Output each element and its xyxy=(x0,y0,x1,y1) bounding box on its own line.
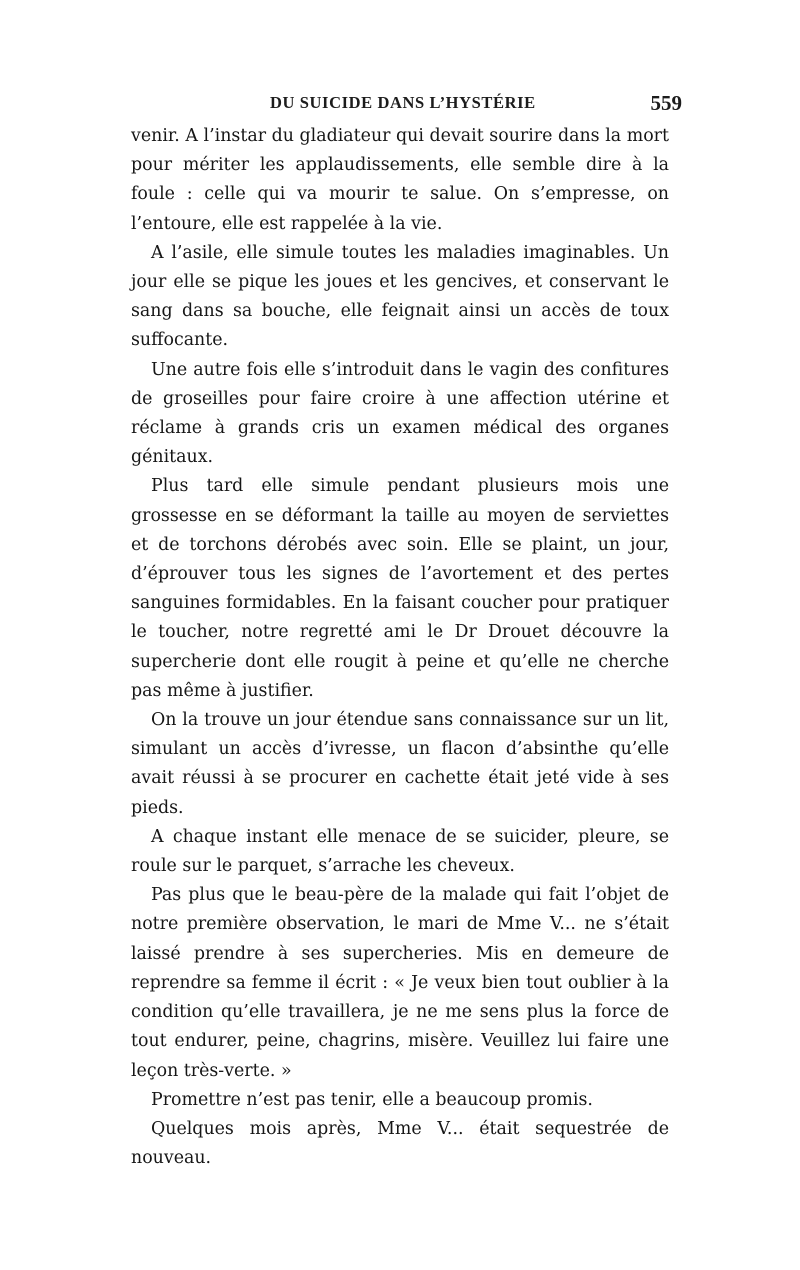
paragraph-6: A chaque instant elle menace de se suicider, pleure, se roule sur le parquet, s’arrache les cheveux. xyxy=(131,826,669,877)
paragraph-4: Plus tard elle simule pendant plusieurs mois une grossesse en se déformant la taille au moyen de serviettes et de torchons dérobés avec soin. Elle se plaint, un jour, d’éprouver tous les signes de l’avortement et des pertes sanguines formidables. En la faisant coucher pour pratiquer le toucher, notre regretté ami le Dr Drouet découvre la supercherie dont elle rougit à peine et qu’elle ne cherche pas même à justifier. xyxy=(131,476,669,701)
running-title: DU SUICIDE DANS L’HYSTÉRIE xyxy=(270,93,536,112)
running-head xyxy=(128,93,682,119)
paragraph-5: On la trouve un jour étendue sans connaissance sur un lit, simulant un accès d’ivresse, un flacon d’absinthe qu’elle avait réussi à se procurer en cachette était jeté vide à ses pieds. xyxy=(131,710,669,818)
paragraph-3: Une autre fois elle s’introduit dans le vagin des confitures de groseilles pour faire croire à une affection utérine et réclame à grands cris un examen médical des organes génitaux. xyxy=(131,359,669,468)
page-number: 559 xyxy=(650,91,682,115)
body-text xyxy=(131,122,669,1173)
paragraph-1: venir. A l’instar du gladiateur qui devait sourire dans la mort pour mériter les applaudissements, elle semble dire à la foule : celle qui va mourir te salue. On s’empresse, on l’entoure, elle est rappelée à la vie. xyxy=(131,126,669,234)
paragraph-2: A l’asile, elle simule toutes les maladies imaginables. Un jour elle se pique les joues et les gencives, et conservant le sang dans sa bouche, elle feignait ainsi un accès de toux suffocante. xyxy=(131,242,669,351)
paragraph-8: Promettre n’est pas tenir, elle a beaucoup promis. xyxy=(151,1089,593,1110)
paragraph-9: Quelques mois après, Mme V... était sequestrée de nouveau. xyxy=(131,1118,669,1169)
paragraph-7: Pas plus que le beau-père de la malade qui fait l’objet de notre première observation, le mari de Mme V... ne s’était laissé prendre à ses supercheries. Mis en demeure de reprendre sa femme il écrit : « Je veux bien tout oublier à la condition qu’elle travaillera, je ne me sens plus la force de tout endurer, peine, chagrins, misère. Veuillez lui faire une leçon très-verte. » xyxy=(131,885,669,1081)
